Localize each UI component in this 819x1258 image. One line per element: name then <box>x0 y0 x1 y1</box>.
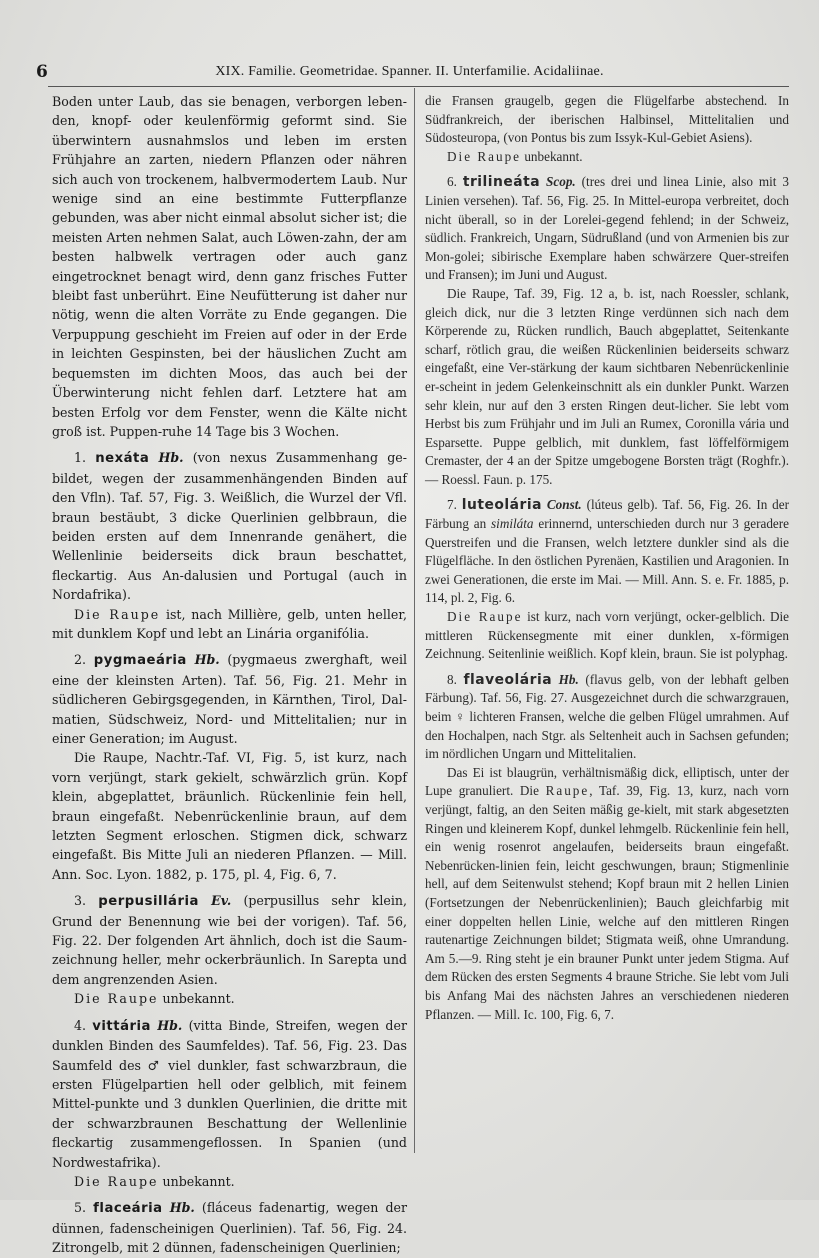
species-description: (perpusillus sehr klein, Grund der Benennung wie bei der vorigen). Taf. 56, Fig. 22. Der folgenden Art ähnlich, doch ist die Saum-zeichnung heller, mehr ockerbräunlich. In Sarepta und dem angrenzenden Asien. <box>52 893 407 987</box>
entry-4-larva <box>52 1172 407 1191</box>
entry-1-larva <box>52 605 407 644</box>
entry-number: 3. <box>74 893 87 909</box>
species-author: Hb. <box>157 1017 183 1033</box>
entry-number: 8. <box>447 671 457 687</box>
entry-number: 5. <box>74 1200 87 1216</box>
species-description: (fláceus fadenartig, wegen der dünnen, fadenscheinigen Querlinien). Taf. 56, Fig. 24. Zitrongelb, mit 2 dünnen, fadenscheinigen Querlinien; <box>52 1200 408 1256</box>
species-name: trilineáta <box>462 174 541 191</box>
species-description: (vitta Binde, Streifen, wegen der dunklen Binden des Saumfeldes). Taf. 56, Fig. 23. Das Saumfeld des ♂ viel dunkler, fast schwarzbraun, die ersten Flügelpartien hell oder gelblich, mit feinem Mittel-punkte und 3 dunklen Querlinien, die dritte mit der schwarzbraunen Beschattung der Wellenlinie fleckartig zusammengeflossen. In Spanien (und Nordwestafrika). <box>52 1017 407 1170</box>
running-title: XIX. Familie. Geometridae. Spanner. II. Unterfamilie. Acidaliinae. <box>215 64 604 79</box>
species-name: nexáta <box>95 451 150 467</box>
larva-description: ist kurz, nach vorn verjüngt, ocker-gelblich. Die mittleren Rückensegmente mit einer dunklen, x-förmigen Zeichnung. Seitenlinie weißlich. Kopf klein, braun. Sie ist polyphag. <box>425 609 790 662</box>
species-name: pygmaeária <box>93 653 187 669</box>
larva-label: Die Raupe <box>74 606 161 622</box>
species-description: (lúteus gelb). Taf. 56, Fig. 26. In der Färbung an <box>425 497 790 532</box>
larva-label: Die Raupe <box>74 991 159 1007</box>
larva-description: unbekannt. <box>162 1173 235 1189</box>
entry-1 <box>52 448 407 604</box>
larva-description: unbekannt. <box>162 991 235 1007</box>
entry-5 <box>52 1198 407 1257</box>
species-author: Scop. <box>546 174 576 190</box>
entry-3 <box>52 891 407 989</box>
species-author: Hb. <box>158 450 184 466</box>
entry-number: 4. <box>74 1017 87 1033</box>
entry-8-egg-larva <box>425 764 789 1024</box>
larva-description: , Taf. 39, Fig. 13, kurz, nach vorn verjüngt, faltig, an den Seiten mäßig ge-kielt, mit stark abgesetzten Ringen und kleinerem Kopf, dunkel lehmgelb. Rückenlinie fein hell, ein wenig rosenrot angelaufen, beiderseits braun eingefaßt. Nebenrücken-linien fein, leicht geschwungen, braun; Stigmenlinie hell, auf dem Seitenwulst stehend; Kopf braun mit 2 hellen Linien (Fortsetzungen der Nebenrückenlinien); Bauch gleichfarbig mit einer doppelten hellen Linie, welche auf den mittleren Ringen rautenartige Zeichnungen bildet; Stigmata weiß, ohne Umrandung. Am 5.—9. Ring steht je ein brauner Punkt unter jedem Stigma. Auf dem Rücken des ersten Segments 4 braune Striche. Sie lebt vom Juli bis Anfang Mai des nächsten Jahres an verschiedenen niederen Pflanzen. — Mill. Ic. 100, Fig. 6, 7. <box>425 783 789 1022</box>
species-name: perpusillária <box>98 894 199 910</box>
larva-description: , Nachtr.-Taf. VI, Fig. 5, ist kurz, nach vorn verjüngt, stark gekielt, schwärzlich grün. Kopf klein, abgeplattet, bräunlich. Rückenlinie fein hell, braun eingefaßt. Nebenrückenlinie braun, auf dem letzten Segment erloschen. Stigmen dick, schwarz eingefaßt. Bis Mitte Juli an niederen Pflanzen. — Mill. Ann. Soc. Lyon. 1882, p. 175, pl. 4, Fig. 6, 7. <box>52 750 407 882</box>
entry-7 <box>425 496 789 608</box>
species-name: luteolária <box>461 497 542 514</box>
entry-5-larva <box>425 148 789 167</box>
larva-label: Die Raupe <box>74 750 144 766</box>
entry-3-larva <box>52 989 407 1008</box>
species-author: Hb. <box>194 652 220 668</box>
entry-number: 2. <box>74 652 87 668</box>
larva-description: , Taf. 39, Fig. 12 a, b. ist, nach Roessler, schlank, gleich dick, nur die 3 letzten Ringe verdünnen sich nach dem Körperende zu, Rücken rundlich, Bauch abgeplattet, Seitenkante scharf, rötlich grau, die weißen Rückenlinien beiderseits schwarz eingefaßt, eine Ver-stärkung der kaum sichtbaren Nebenrückenlinie er-scheint in jedem Gelenkeinschnitt als ein dunkler Punkt. Warzen sehr klein, nur auf den 3 ersten Ringen deut-licher. Sie lebt vom Herbst bis zum Frühjahr und im Juli an Rumex, Coronilla vária und Esparsette. Puppe gelblich, mit dunklem, fast löffelförmigem Cremaster, der 4 an der Spitze umgebogene Borsten trägt (Roghfr.). — Roessl. Faun. p. 175. <box>425 285 789 487</box>
species-name: flaveolária <box>463 671 553 688</box>
species-author: Ev. <box>211 893 232 909</box>
species-description: (tres drei und linea Linie, also mit 3 Linien versehen). Taf. 56, Fig. 25. In Mittel-europa verbreitet, doch nicht überall, so in der Lorelei-gegend fehlend; in der Schweiz, südlich. Frankreich, Ungarn, Südrußland (und von Armenien bis zur Mon-golei; sibirische Exemplare haben schwärzere Quer-streifen und Fransen); im Juni und August. <box>425 174 789 283</box>
right-column <box>425 92 789 1024</box>
entry-4 <box>52 1016 407 1172</box>
similar-species: similáta <box>491 516 534 532</box>
page-header <box>30 60 789 86</box>
species-author: Hb. <box>169 1200 195 1216</box>
species-name: vittária <box>92 1018 151 1034</box>
entry-number: 6. <box>447 174 457 190</box>
species-description: (flavus gelb, von der lebhaft gelben Färbung). Taf. 56, Fig. 27. Ausgezeichnet durch die schwarzgrauen, beim ♀ lichteren Fransen, welche die gelben Flügel umrahmen. Auf den Hochalpen, nach Stgr. als Seltenheit auch in Sachsen gefunden; im nördlichen Ungarn und Mittelitalien. <box>425 671 790 762</box>
entry-number: 1. <box>74 450 87 466</box>
entry-5-continued: die Fransen graugelb, gegen die Flügelfarbe abstechend. In Südfrankreich, der iberischen Halbinsel, Mittelitalien und Südosteuropa, (von Pontus bis zum Issyk-Kul-Gebiet Asiens). <box>425 93 789 146</box>
entry-2 <box>52 650 407 748</box>
larva-label: Raupe <box>545 783 590 799</box>
entry-6-larva <box>425 285 789 490</box>
entry-2-larva <box>52 748 407 884</box>
page-number: 6 <box>36 62 49 82</box>
egg-description: Das Ei ist blaugrün, verhältnismäßig dick, elliptisch, unter der Lupe granuliert. Die <box>425 764 789 799</box>
left-column <box>52 92 407 1258</box>
larva-label: Die Raupe <box>447 609 523 625</box>
column-divider <box>414 88 415 1153</box>
species-author: Hb. <box>558 671 579 687</box>
larva-label: Die Raupe <box>447 148 522 164</box>
species-description-cont: erinnernd, unterschieden durch nur 3 geradere Querstreifen und die Fransen, welch letztere dunkler sind als die Flügelfläche. In den östlichen Pyrenäen, Kastilien und Aragonien. In zwei Generationen, die erste im Mai. — Mill. Ann. S. e. Fr. 1885, p. 114, pl. 2, Fig. 6. <box>425 516 790 606</box>
entry-8 <box>425 671 789 764</box>
header-rule <box>48 86 789 87</box>
species-description: (von nexus Zusammenhang ge-bildet, wegen der zusammenhängenden Binden auf den Vfln). Taf. 57, Fig. 3. Weißlich, die Wurzel der Vfl. braun bestäubt, 3 dicke Querlinien gelbbraun, die beiden ersten auf dem Innenrande genähert, die Wellenlinie beiderseits dick braun beschattet, fleckartig. Aus An-dalusien und Portugal (auch in Nordafrika). <box>52 450 407 603</box>
entry-6 <box>425 173 789 285</box>
larva-label: Die Raupe <box>74 1173 159 1189</box>
larva-description: unbekannt. <box>524 148 583 164</box>
entry-7-larva <box>425 608 789 664</box>
intro-paragraph: Boden unter Laub, das sie benagen, verborgen leben-den, knopf- oder keulenförmig geformt sind. Sie überwintern ausnahmslos und leben im ersten Frühjahre an zarten, niedern Pflanzen oder nähren sich auch von trockenem, halbvermodertem Laub. Nur wenige sind an eine bestimmte Futterpflanze gebunden, was aber nicht einmal absolut sicher ist; die meisten Arten nehmen Salat, auch Löwen-zahn, der am besten halbwelk vertragen oder auch ganz eingetrocknet benagt wird, denn ganz frisches Futter bleibt fast unberührt. Eine Neufütterung ist daher nur nötig, wenn die alten Vorräte zu Ende gegangen. Die Verpuppung geschieht im Freien auf oder in der Erde in leichten Gespinsten, bei der häuslichen Zucht am bequemsten im dichten Moos, das auch bei der Überwinterung nicht fehlen darf. Letztere hat am besten Erfolg vor dem Fenster, wenn die Kälte nicht groß ist. Puppen-ruhe 14 Tage bis 3 Wochen. <box>52 94 407 439</box>
entry-number: 7. <box>447 497 457 513</box>
larva-label: Die Raupe <box>447 285 506 301</box>
species-author: Const. <box>546 497 582 513</box>
species-description: (pygmaeus zwerghaft, weil eine der kleinsten Arten). Taf. 56, Fig. 21. Mehr in südlicheren Gebirgsgegenden, in Kärnthen, Tirol, Dal-matien, Südschweiz, Nord- und Mittelitalien; nur in einer Generation; im August. <box>52 652 407 746</box>
larva-description: ist, nach Millière, gelb, unten heller, mit dunklem Kopf und lebt an Linária organifólia. <box>52 606 407 641</box>
species-name: flaceária <box>93 1201 163 1217</box>
